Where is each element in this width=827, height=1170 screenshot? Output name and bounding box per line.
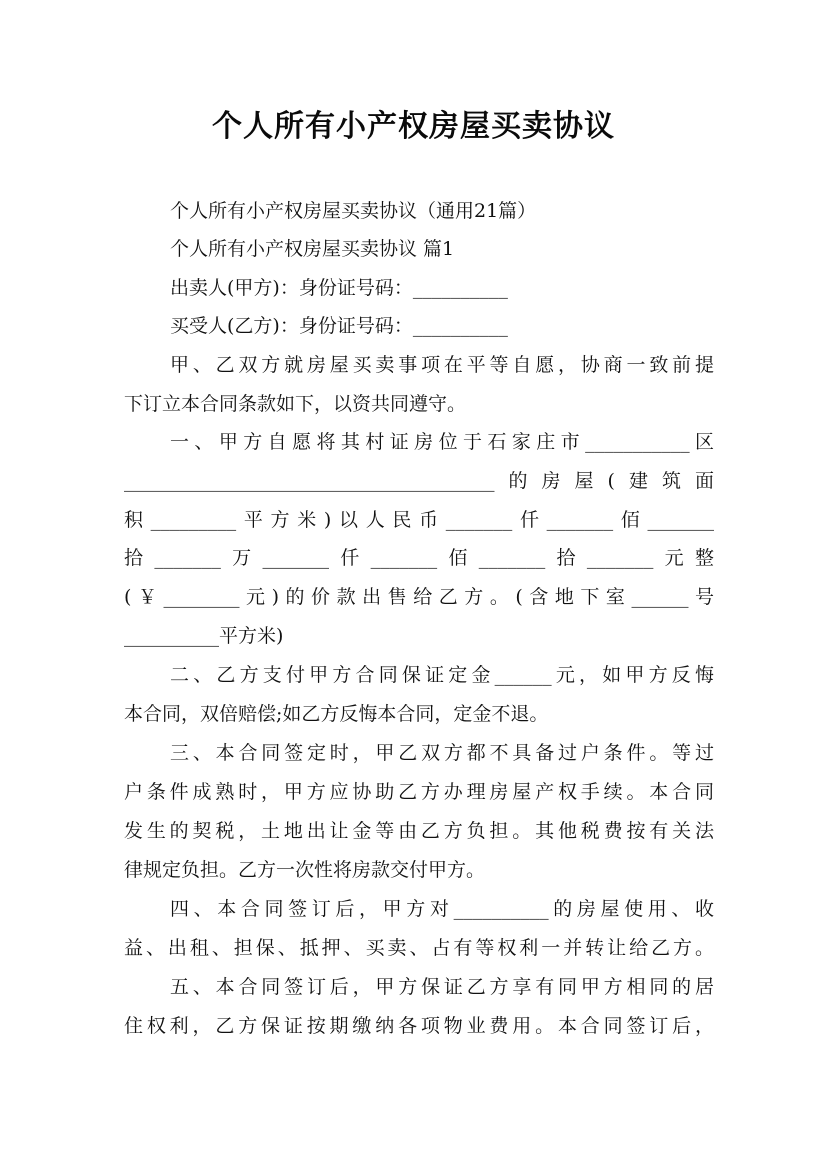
document-title: 个人所有小产权房屋买卖协议	[212, 109, 615, 144]
clause-1-line: 拾_______万_______仟_______佰_______拾_______元整	[124, 547, 714, 569]
clause-3-line: 律规定负担。乙方一次性将房款交付甲方。	[124, 859, 486, 881]
clause-3-line: 户条件成熟时，甲方应协助乙方办理房屋产权手续。本合同	[124, 781, 714, 803]
paragraph-line: 下订立本合同条款如下，以资共同遵守。	[124, 393, 467, 415]
clause-2-line: 二、乙方支付甲方合同保证定金______元，如甲方反悔	[170, 664, 714, 686]
clause-1-line: 一、甲方自愿将其村证房位于石家庄市___________区	[170, 431, 714, 453]
clause-3-line: 发生的契税，土地出让金等由乙方负担。其他税费按有关法	[124, 820, 714, 842]
clause-5-line: 五、本合同签订后，甲方保证乙方享有同甲方相同的居	[170, 976, 714, 998]
clause-2-line: 本合同，双倍赔偿;如乙方反悔本合同，定金不退。	[124, 703, 549, 725]
clause-1-line: _______________________________________的房屋(建筑面	[124, 470, 714, 492]
clause-1-line: (￥________元)的价款出售给乙方。(含地下室______号	[124, 586, 714, 608]
paragraph-line: 甲、乙双方就房屋买卖事项在平等自愿，协商一致前提	[170, 354, 714, 376]
clause-4-line: 益、出租、担保、抵押、买卖、占有等权利一并转让给乙方。	[124, 937, 714, 959]
clause-4-line: 四、本合同签订后，甲方对__________的房屋使用、收	[170, 898, 714, 920]
clause-1-line: __________平方米)	[124, 625, 284, 647]
section-heading: 个人所有小产权房屋买卖协议 篇1	[170, 238, 455, 260]
clause-1-line: 积_________平方米)以人民币_______仟_______佰_______	[124, 509, 714, 531]
seller-line: 出卖人(甲方)：身份证号码：__________	[170, 277, 508, 299]
clause-3-line: 三、本合同签定时，甲乙双方都不具备过户条件。等过	[170, 742, 714, 764]
buyer-line: 买受人(乙方)：身份证号码：__________	[170, 315, 508, 337]
clause-5-line: 住权利，乙方保证按期缴纳各项物业费用。本合同签订后，	[124, 1015, 714, 1037]
subtitle-line: 个人所有小产权房屋买卖协议（通用21篇）	[170, 200, 537, 222]
